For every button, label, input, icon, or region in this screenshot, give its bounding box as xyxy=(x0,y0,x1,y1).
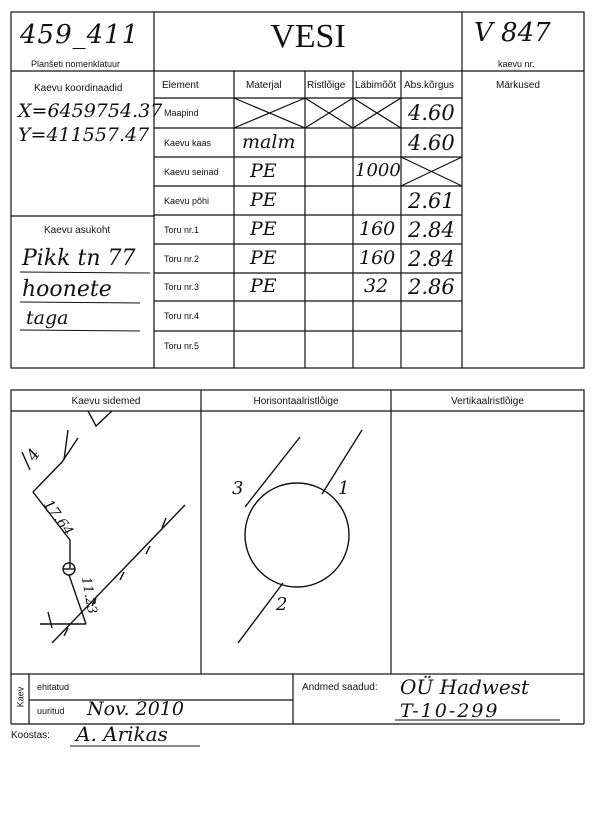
cell-abs-height: 2.84 xyxy=(408,218,455,242)
well-number-value: V 847 xyxy=(474,18,551,48)
table-row-element: Toru nr.1 xyxy=(164,225,200,235)
tie-number: 4 xyxy=(22,444,44,465)
coord-x: X=6459754.37 xyxy=(18,100,163,122)
cell-material: PE xyxy=(250,189,277,211)
compiled-value: A. Arikas xyxy=(76,722,168,746)
cell-diameter: 160 xyxy=(359,218,396,240)
location-line-2: hoonete xyxy=(22,277,112,302)
tie-number: 17.64 xyxy=(39,496,77,540)
horizontal-section-sketch xyxy=(238,430,362,643)
table-row-element: Toru nr.5 xyxy=(164,341,200,351)
th-remarks: Märkused xyxy=(496,80,540,91)
nomenclature-value: 459_411 xyxy=(20,20,140,50)
ties-label: Kaevu sidemed xyxy=(71,396,141,407)
data-from-label: Andmed saadud: xyxy=(302,682,378,693)
data-from-code: T-10-299 xyxy=(400,700,500,722)
surveyed-value: Nov. 2010 xyxy=(87,698,184,720)
compiled-label: Koostas: xyxy=(11,730,50,741)
tie-number: 11.23 xyxy=(77,575,100,616)
cell-abs-height: 2.61 xyxy=(408,189,455,213)
coords-label: Kaevu koordinaadid xyxy=(34,83,123,94)
table-row-element: Kaevu põhi xyxy=(164,196,210,206)
location-line-3: taga xyxy=(26,307,69,329)
table-row-element: Maapind xyxy=(164,108,199,118)
table-row-element: Kaevu kaas xyxy=(164,138,212,148)
cell-abs-height: 2.86 xyxy=(408,275,455,299)
built-label: ehitatud xyxy=(37,682,70,692)
cell-material: PE xyxy=(250,247,277,269)
cell-diameter: 32 xyxy=(364,275,389,297)
table-row-element: Toru nr.2 xyxy=(164,254,200,264)
table-row-element: Kaevu seinad xyxy=(164,167,219,177)
well-ties-sketch xyxy=(22,411,185,643)
location-line-1: Pikk tn 77 xyxy=(22,246,136,271)
pipe-number: 2 xyxy=(276,594,288,615)
location-label: Kaevu asukoht xyxy=(44,225,111,236)
cell-material: PE xyxy=(250,160,277,182)
cell-diameter: 1000 xyxy=(355,160,401,181)
vertical-section-label: Vertikaalristlõige xyxy=(451,396,524,407)
th-abs-height: Abs.kõrgus xyxy=(404,80,455,91)
cell-material: PE xyxy=(250,275,277,297)
th-element: Element xyxy=(162,80,199,91)
data-from-value: OÜ Hadwest xyxy=(400,675,530,699)
form-title: VESI xyxy=(270,18,346,55)
th-material: Materjal xyxy=(246,80,282,91)
pipe-number: 1 xyxy=(338,478,350,499)
th-diameter: Läbimõõt xyxy=(355,80,397,91)
well-number-label: kaevu nr. xyxy=(498,59,535,69)
cell-abs-height: 4.60 xyxy=(408,101,455,125)
cell-abs-height: 2.84 xyxy=(408,247,455,271)
pipe-number: 3 xyxy=(232,478,244,499)
coord-y: Y=411557.47 xyxy=(18,124,150,146)
surveyed-label: uuritud xyxy=(37,706,65,716)
table-row-element: Toru nr.4 xyxy=(164,311,200,321)
th-cross-section: Ristlõige xyxy=(307,80,346,91)
horizontal-section-label: Horisontaalristlõige xyxy=(253,396,339,407)
cell-diameter: 160 xyxy=(359,247,396,269)
cell-material: PE xyxy=(250,218,277,240)
cell-abs-height: 4.60 xyxy=(408,131,455,155)
nomenclature-label: Planšeti nomenklatuur xyxy=(31,59,121,69)
kaev-label: Kaev xyxy=(15,686,26,708)
table-row-element: Toru nr.3 xyxy=(164,282,200,292)
cell-material: malm xyxy=(242,131,296,153)
